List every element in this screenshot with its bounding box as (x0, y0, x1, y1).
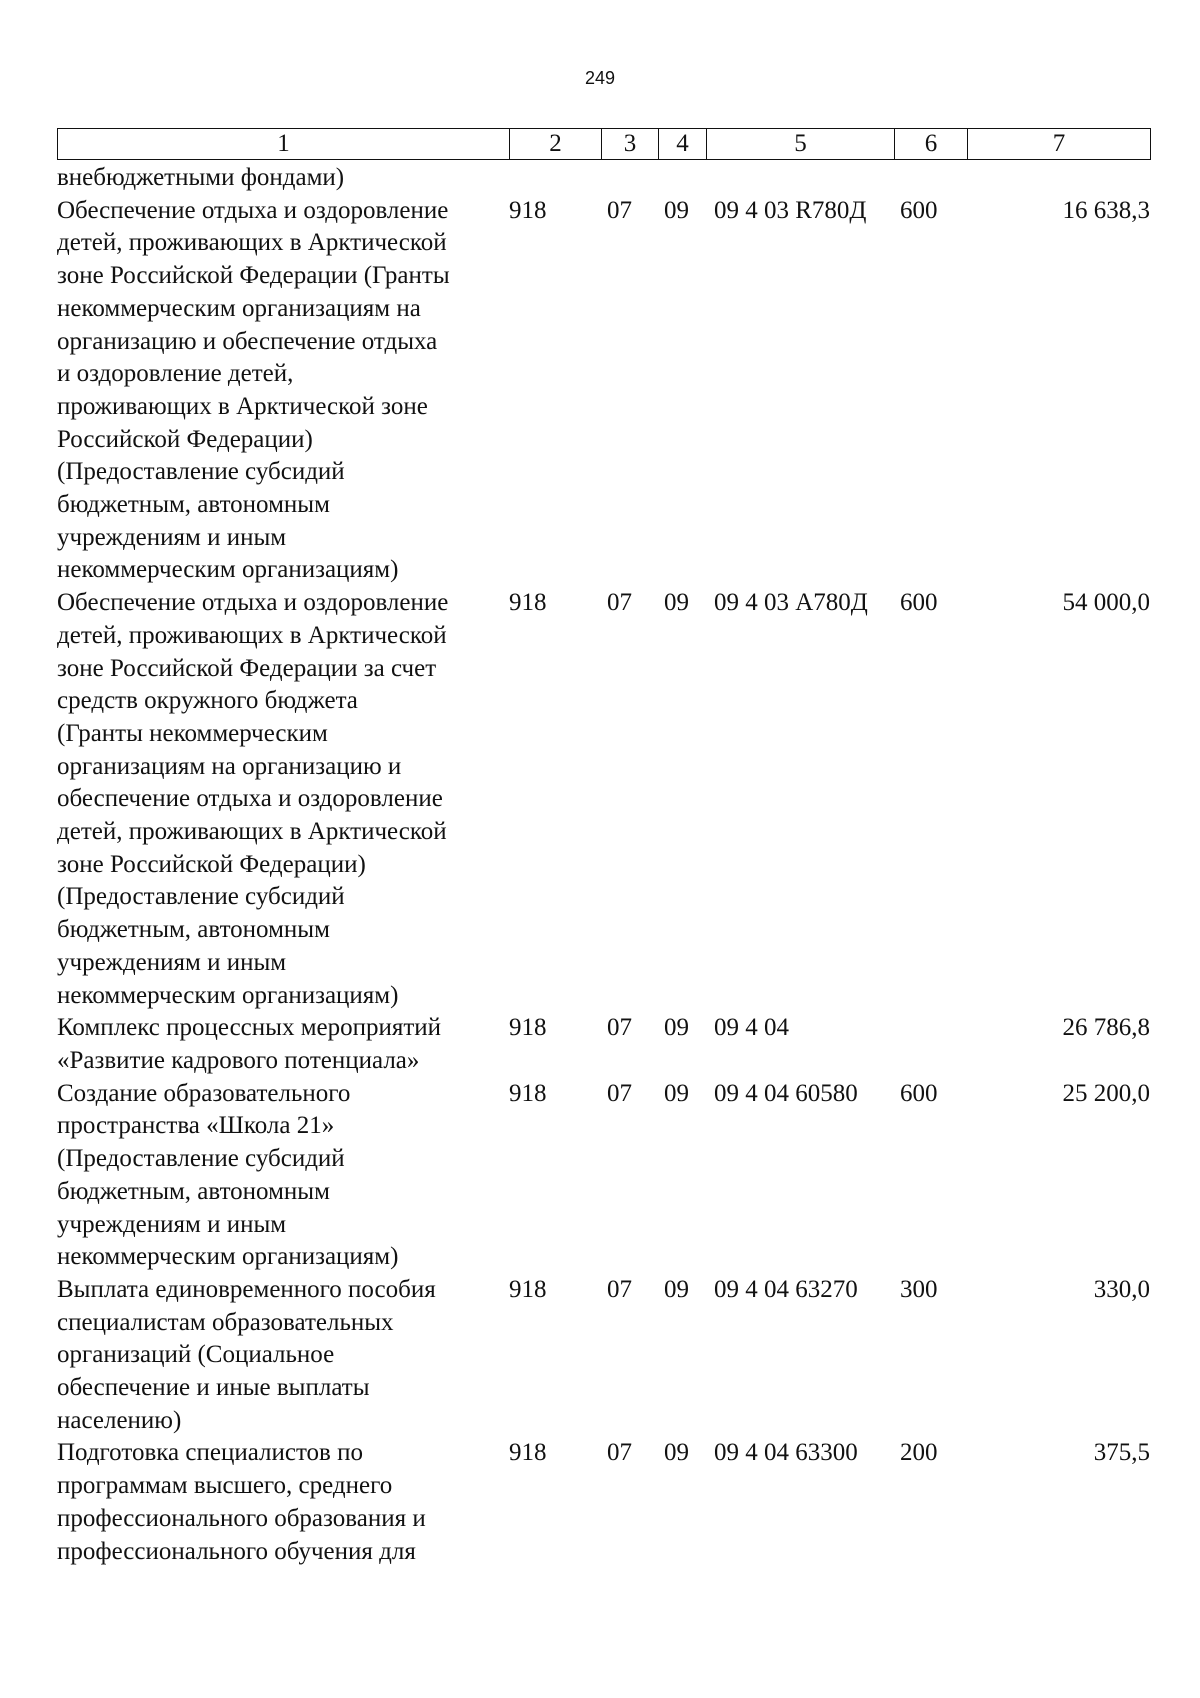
row-description: внебюджетными фондами) (57, 164, 345, 191)
row-description: Создание образовательного пространства «Школа 21» (Предоставление субсидий бюджетным, автономным учреждениям и иным некоммерческим организациям) (57, 1079, 399, 1271)
row-target-article: 09 4 04 63300 (714, 1439, 858, 1467)
header-row (58, 129, 1151, 160)
table-body (57, 162, 1150, 1568)
row-section-code: 07 (607, 1439, 632, 1467)
header-col-2: 2 (510, 129, 602, 160)
table-row (57, 1078, 1150, 1274)
row-description: Выплата единовременного пособия специалистам образовательных организаций (Социальное обеспечение и иные выплаты населению) (57, 1275, 436, 1434)
table-row (57, 162, 1150, 195)
header-col-1: 1 (58, 129, 510, 160)
row-amount: 25 200,0 (1062, 1079, 1150, 1107)
row-expense-type: 600 (900, 589, 938, 617)
row-expense-type: 300 (900, 1275, 938, 1303)
row-subsection-code: 09 (664, 1439, 689, 1467)
header-col-5: 5 (707, 129, 895, 160)
row-subsection-code: 09 (664, 1275, 689, 1303)
table-row (57, 1274, 1150, 1438)
row-expense-type: 200 (900, 1439, 938, 1467)
row-amount: 16 638,3 (1062, 196, 1150, 224)
row-amount: 330,0 (1093, 1275, 1150, 1303)
row-subsection-code: 09 (664, 1014, 689, 1042)
row-subsection-code: 09 (664, 589, 689, 617)
header-col-6: 6 (895, 129, 968, 160)
table-row (57, 1012, 1150, 1077)
row-section-code: 07 (607, 589, 632, 617)
table-row (57, 195, 1150, 587)
header-col-4: 4 (659, 129, 707, 160)
row-ministry-code: 918 (509, 1439, 547, 1467)
row-target-article: 09 4 03 А780Д (714, 589, 868, 617)
header-col-7: 7 (968, 129, 1151, 160)
row-amount: 375,5 (1093, 1439, 1150, 1467)
row-ministry-code: 918 (509, 589, 547, 617)
row-description: Комплекс процессных мероприятий «Развитие кадрового потенциала» (57, 1014, 442, 1074)
row-ministry-code: 918 (509, 1014, 547, 1042)
row-expense-type: 600 (900, 1079, 938, 1107)
page-number: 249 (584, 68, 616, 88)
row-target-article: 09 4 04 63270 (714, 1275, 858, 1303)
row-amount: 26 786,8 (1062, 1014, 1150, 1042)
row-target-article: 09 4 04 60580 (714, 1079, 858, 1107)
row-target-article: 09 4 03 R780Д (714, 196, 867, 224)
row-ministry-code: 918 (509, 1079, 547, 1107)
table-row (57, 1437, 1150, 1568)
table-row (57, 587, 1150, 1012)
row-section-code: 07 (607, 1275, 632, 1303)
row-ministry-code: 918 (509, 1275, 547, 1303)
row-section-code: 07 (607, 196, 632, 224)
row-expense-type: 600 (900, 196, 938, 224)
row-section-code: 07 (607, 1079, 632, 1107)
row-description: Обеспечение отдыха и оздоровление детей, проживающих в Арктической зоне Российской Федерации за счет средств окружного бюджета (Гранты некоммерческим организациям на организацию и обеспечение отдыха и оздоровление детей, проживающих в Арктической зоне Российской Федерации) (Предоставление субсидий бюджетным, автономным учреждениям и иным некоммерческим организациям) (57, 589, 449, 1009)
table-header (57, 128, 1151, 160)
row-description: Подготовка специалистов по программам высшего, среднего профессионального образования и профессионального обучения для (57, 1439, 426, 1565)
row-ministry-code: 918 (509, 196, 547, 224)
row-description: Обеспечение отдыха и оздоровление детей, проживающих в Арктической зоне Российской Федерации (Гранты некоммерческим организациям на организацию и обеспечение отдыха и оздоровление детей, проживающих в Арктической зоне Российской Федерации) (Предоставление субсидий бюджетным, автономным учреждениям и иным некоммерческим организациям) (57, 196, 450, 584)
row-section-code: 07 (607, 1014, 632, 1042)
row-subsection-code: 09 (664, 1079, 689, 1107)
row-subsection-code: 09 (664, 196, 689, 224)
row-amount: 54 000,0 (1062, 589, 1150, 617)
header-col-3: 3 (602, 129, 659, 160)
row-target-article: 09 4 04 (714, 1014, 789, 1042)
